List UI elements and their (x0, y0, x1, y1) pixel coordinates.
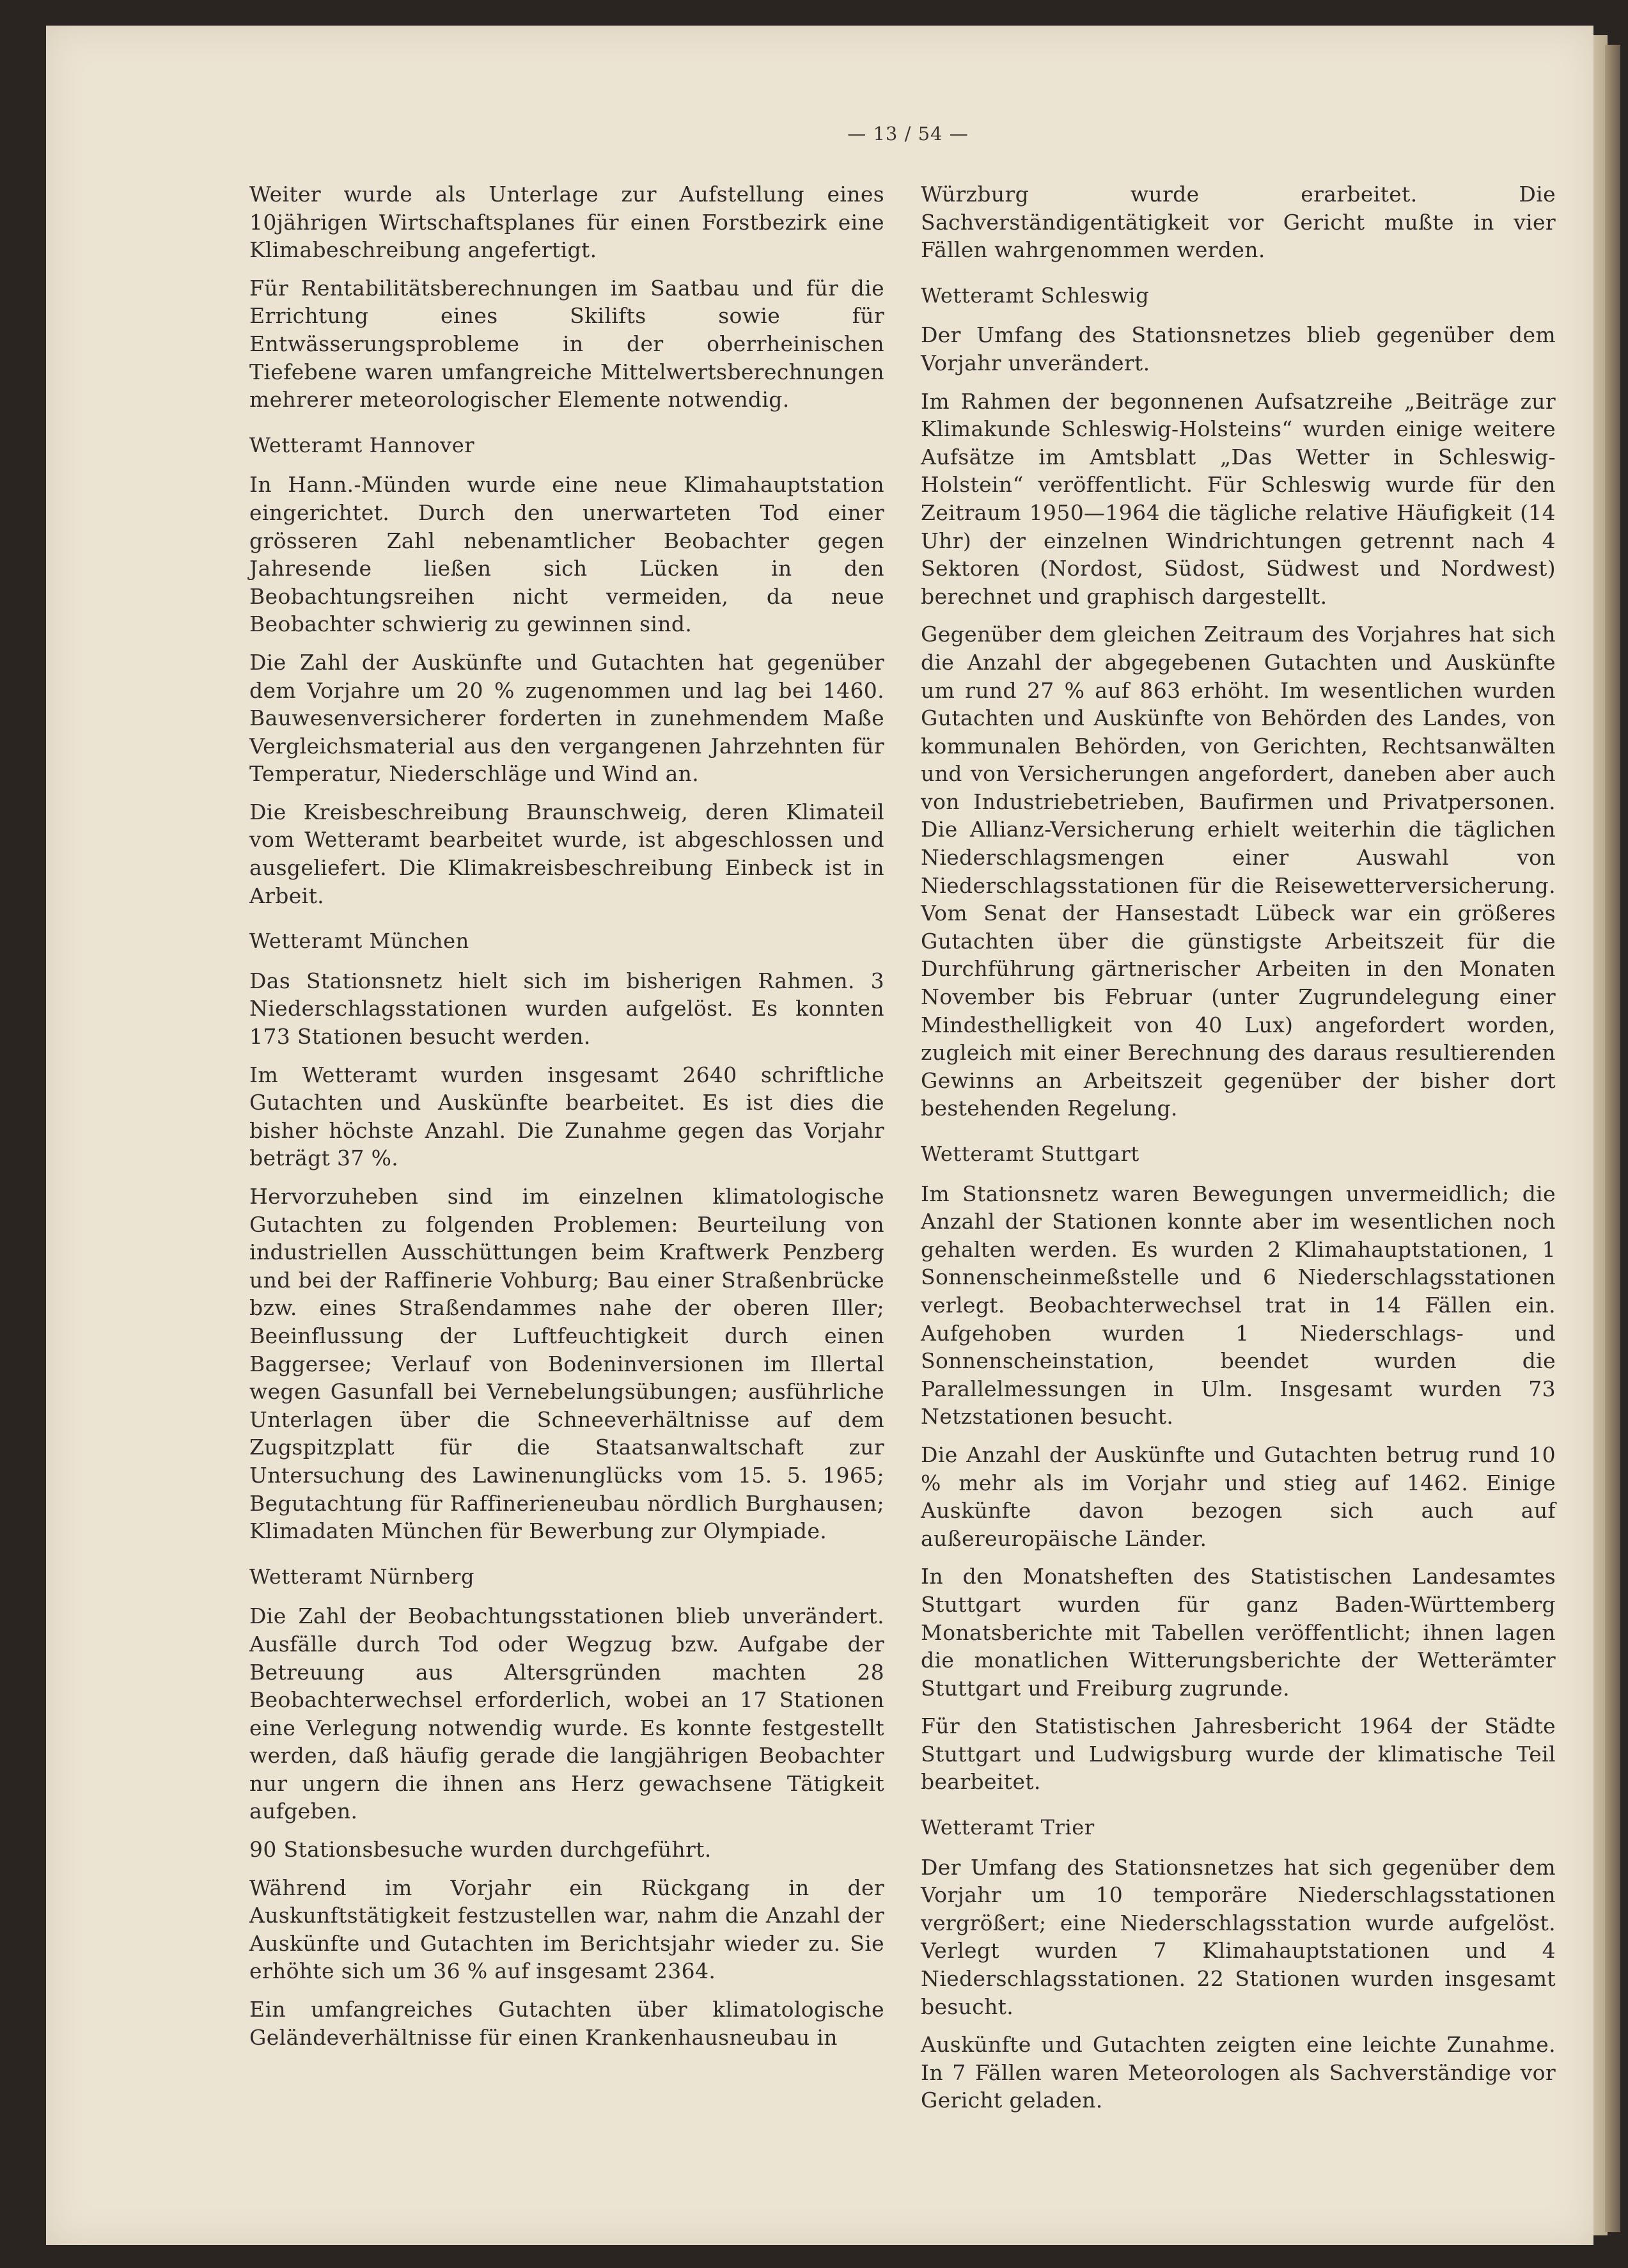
section-heading-trier: Wetteramt Trier (921, 1815, 1095, 1840)
paragraph: Während im Vorjahr ein Rückgang in der Auskunftstätigkeit festzustellen war, nahm die Anzahl der Auskünfte und Gutachten im Berichtsjahr wieder zu. Sie erhöhte sich um 36 % auf insgesamt 2364. (249, 1875, 884, 1984)
paragraph: Im Rahmen der begonnenen Aufsatzreihe „Beiträge zur Klimakunde Schleswig-Holsteins“ wurden einige weitere Aufsätze im Amtsblatt „Das Wetter in Schleswig-Holstein“ veröffentlicht. Für Schleswig wurde für den Zeitraum 1950—1964 die tägliche relative Häufigkeit (14 Uhr) der einzelnen Windrichtungen getrennt nach 4 Sektoren (Nordost, Südost, Südwest und Nordwest) berechnet und graphisch dargestellt. (921, 388, 1556, 609)
left-column (249, 180, 884, 2061)
section-heading-nuernberg: Wetteramt Nürnberg (249, 1564, 475, 1589)
section-heading-schleswig: Wetteramt Schleswig (921, 283, 1150, 308)
paragraph: Weiter wurde als Unterlage zur Aufstellung eines 10jährigen Wirtschaftsplanes für einen Forstbezirk eine Klimabeschreibung angefertigt. (249, 182, 884, 263)
paragraph: Ein umfangreiches Gutachten über klimatologische Geländeverhältnisse für einen Krankenhausneubau in (249, 1997, 884, 2050)
paragraph: In den Monatsheften des Statistischen Landesamtes Stuttgart wurden für ganz Baden-Württemberg Monatsberichte mit Tabellen veröffentlicht; ihnen lagen die monatlichen Witterungsberichte der Wetterämter Stuttgart und Freiburg zugrunde. (921, 1564, 1556, 1701)
paragraph: Auskünfte und Gutachten zeigten eine leichte Zunahme. In 7 Fällen waren Meteorologen als Sachverständige vor Gericht geladen. (921, 2032, 1556, 2113)
paragraph: Die Zahl der Beobachtungsstationen blieb unverändert. Ausfälle durch Tod oder Wegzug bzw. Aufgabe der Betreuung aus Altersgründen machten 28 Beobachterwechsel erforderlich, wobei an 17 Stationen eine Verlegung notwendig wurde. Es konnte festgestellt werden, daß häufig gerade die langjährigen Beobachter nur ungern die ihnen ans Herz gewachsene Tätigkeit aufgeben. (249, 1603, 884, 1824)
paragraph: Gegenüber dem gleichen Zeitraum des Vorjahres hat sich die Anzahl der abgegebenen Gutachten und Auskünfte um rund 27 % auf 863 erhöht. Im wesentlichen wurden Gutachten und Auskünfte von Behörden des Landes, von kommunalen Behörden, von Gerichten, Rechtsanwälten und von Versicherungen angefordert, daneben aber auch von Industriebetrieben, Baufirmen und Privatpersonen. Die Allianz-Versicherung erhielt weiterhin die täglichen Niederschlagsmengen einer Auswahl von Niederschlagsstationen für die Reisewetterversicherung. Vom Senat der Hansestadt Lübeck war ein größeres Gutachten über die günstigste Arbeitszeit für die Durchführung gärtnerischer Arbeiten in den Monaten November bis Februar (unter Zugrundelegung einer Mindesthelligkeit von 40 Lux) angefordert worden, zugleich mit einer Berechnung des daraus resultierenden Gewinns an Arbeitszeit gegenüber der bisher dort bestehenden Regelung. (921, 622, 1556, 1121)
paragraph: In Hann.-Münden wurde eine neue Klimahauptstation eingerichtet. Durch den unerwarteten Tod einer grösseren Zahl nebenamtlicher Beobachter gegen Jahresende ließen sich Lücken in den Beobachtungsreihen nicht vermeiden, da neue Beobachter schwierig zu gewinnen sind. (249, 472, 884, 637)
section-heading-hannover: Wetteramt Hannover (249, 432, 475, 457)
paragraph: Im Stationsnetz waren Bewegungen unvermeidlich; die Anzahl der Stationen konnte aber im wesentlichen noch gehalten werden. Es wurden 2 Klimahauptstationen, 1 Sonnenscheinmeßstelle und 6 Niederschlagsstationen verlegt. Beobachterwechsel trat in 14 Fällen ein. Aufgehoben wurden 1 Niederschlags- und Sonnenscheinstation, beendet wurden die Parallelmessungen in Ulm. Insgesamt wurden 73 Netzstationen besucht. (921, 1181, 1556, 1429)
section-heading-stuttgart: Wetteramt Stuttgart (921, 1142, 1139, 1166)
paragraph: Die Anzahl der Auskünfte und Gutachten betrug rund 10 % mehr als im Vorjahr und stieg auf 1462. Einige Auskünfte davon bezogen sich auch auf außereuropäische Länder. (921, 1442, 1556, 1551)
paragraph: Hervorzuheben sind im einzelnen klimatologische Gutachten zu folgenden Problemen: Beurteilung von industriellen Ausschüttungen beim Kraftwerk Penzberg und bei der Raffinerie Vohburg; Bau einer Straßenbrücke bzw. eines Straßendammes nahe der oberen Iller; Beeinflussung der Luftfeuchtigkeit durch einen Baggersee; Verlauf von Bodeninversionen im Illertal wegen Gasunfall bei Vernebelungsübungen; ausführliche Unterlagen über die Schneeverhältnisse auf dem Zugspitzplatt für die Staatsanwaltschaft zur Untersuchung des Lawinenunglücks vom 15. 5. 1965; Begutachtung für Raffinerieneubau nördlich Burghausen; Klimadaten München für Bewerbung zur Olympiade. (249, 1184, 884, 1544)
section-heading-muenchen: Wetteramt München (249, 929, 469, 954)
page-edge-shadow (1605, 45, 1620, 2232)
paragraph: Für den Statistischen Jahresbericht 1964 der Städte Stuttgart und Ludwigsburg wurde der klimatische Teil bearbeitet. (921, 1713, 1556, 1795)
paragraph: Für Rentabilitätsberechnungen im Saatbau und für die Errichtung eines Skilifts sowie für Entwässerungsprobleme in der oberrheinischen Tiefebene waren umfangreiche Mittelwertsberechnungen mehrerer meteorologischer Elemente notwendig. (249, 275, 884, 413)
paragraph: Würzburg wurde erarbeitet. Die Sachverständigentätigkeit vor Gericht mußte in vier Fällen wahrgenommen werden. (921, 182, 1556, 263)
paragraph: 90 Stationsbesuche wurden durchgeführt. (249, 1837, 712, 1862)
paragraph: Die Kreisbeschreibung Braunschweig, deren Klimateil vom Wetteramt bearbeitet wurde, ist abgeschlossen und ausgeliefert. Die Klimakreisbeschreibung Einbeck ist in Arbeit. (249, 799, 884, 908)
paragraph: Die Zahl der Auskünfte und Gutachten hat gegenüber dem Vorjahre um 20 % zugenommen und lag bei 1460. Bauwesenversicherer forderten in zunehmendem Maße Vergleichsmaterial aus den vergangenen Jahrzehnten für Temperatur, Niederschläge und Wind an. (249, 649, 884, 787)
paragraph: Das Stationsnetz hielt sich im bisherigen Rahmen. 3 Niederschlagsstationen wurden aufgelöst. Es konnten 173 Stationen besucht werden. (249, 968, 884, 1050)
paragraph: Im Wetteramt wurden insgesamt 2640 schriftliche Gutachten und Auskünfte bearbeitet. Es ist dies die bisher höchste Anzahl. Die Zunahme gegen das Vorjahr beträgt 37 %. (249, 1062, 884, 1171)
page-number: — 13 / 54 — (847, 123, 969, 145)
paragraph: Der Umfang des Stationsnetzes blieb gegenüber dem Vorjahr unverändert. (921, 322, 1556, 375)
right-column (921, 180, 1556, 2125)
paragraph: Der Umfang des Stationsnetzes hat sich gegenüber dem Vorjahr um 10 temporäre Niederschlagsstationen vergrößert; eine Niederschlagsstation wurde aufgelöst. Verlegt wurden 7 Klimahauptstationen und 4 Niederschlagsstationen. 22 Stationen wurden insgesamt besucht. (921, 1854, 1556, 2019)
